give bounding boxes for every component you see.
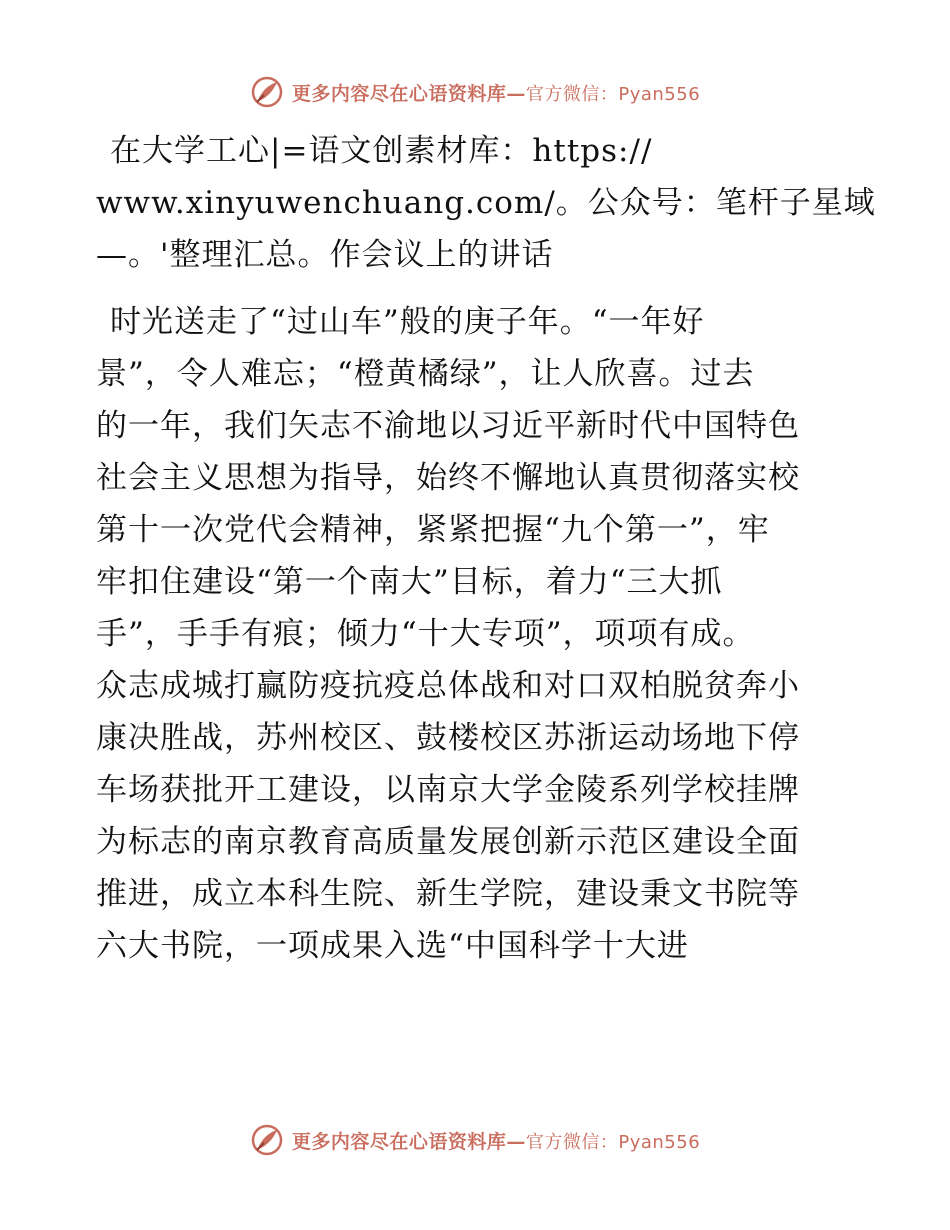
watermark-text [292, 79, 700, 106]
feather-quill-logo-icon [250, 1123, 284, 1157]
body-line-9: 康决胜战，苏州校区、鼓楼校区苏浙运动场地下停 [96, 720, 800, 756]
body-line-8: 众志成城打赢防疫抗疫总体战和对口双柏脱贫奔小 [96, 668, 800, 704]
watermark-text [292, 1127, 700, 1154]
body-line-4: 社会主义思想为指导，始终不懈地认真贯彻落实校 [96, 460, 800, 496]
body-line-10: 车场获批开工建设，以南京大学金陵系列学校挂牌 [96, 772, 800, 808]
feather-quill-logo-icon [250, 75, 284, 109]
header-watermark-banner [0, 72, 950, 112]
body-line-13: 六大书院，一项成果入选“中国科学十大进 [96, 928, 689, 964]
watermark-dash: — [506, 1130, 526, 1153]
watermark-title: 更多内容尽在心语资料库 [291, 1130, 507, 1153]
watermark-title: 更多内容尽在心语资料库 [291, 82, 507, 105]
body-line-7: 手”，手手有痕；倾力“十大专项”，项项有成。 [96, 616, 755, 652]
watermark-dash: — [506, 82, 526, 105]
paragraph-gap [96, 281, 856, 296]
intro-line-3: —。'整理汇总。作会议上的讲话 [96, 237, 554, 273]
document-body [96, 125, 876, 972]
watermark-contact: 官方微信：Pyan556 [525, 83, 701, 105]
watermark-contact: 官方微信：Pyan556 [525, 1131, 701, 1153]
body-line-5: 第十一次党代会精神，紧紧把握“九个第一”，牢 [96, 512, 770, 548]
body-line-11: 为标志的南京教育高质量发展创新示范区建设全面 [96, 824, 800, 860]
intro-line-1: 在大学工心|=语文创素材库：https:// [110, 133, 653, 169]
body-line-3: 的一年，我们矢志不渝地以习近平新时代中国特色 [96, 408, 800, 444]
body-line-1: 时光送走了“过山车”般的庚子年。“一年好 [110, 304, 705, 340]
body-line-6: 牢扣住建设“第一个南大”目标，着力“三大抓 [96, 564, 723, 600]
body-line-2: 景”，令人难忘；“橙黄橘绿”，让人欣喜。过去 [96, 356, 755, 392]
intro-line-2: www.xinyuwenchuang.com/。公众号：笔杆子星域 [96, 185, 876, 221]
body-line-12: 推进，成立本科生院、新生学院，建设秉文书院等 [96, 876, 800, 912]
footer-watermark-banner [0, 1120, 950, 1160]
